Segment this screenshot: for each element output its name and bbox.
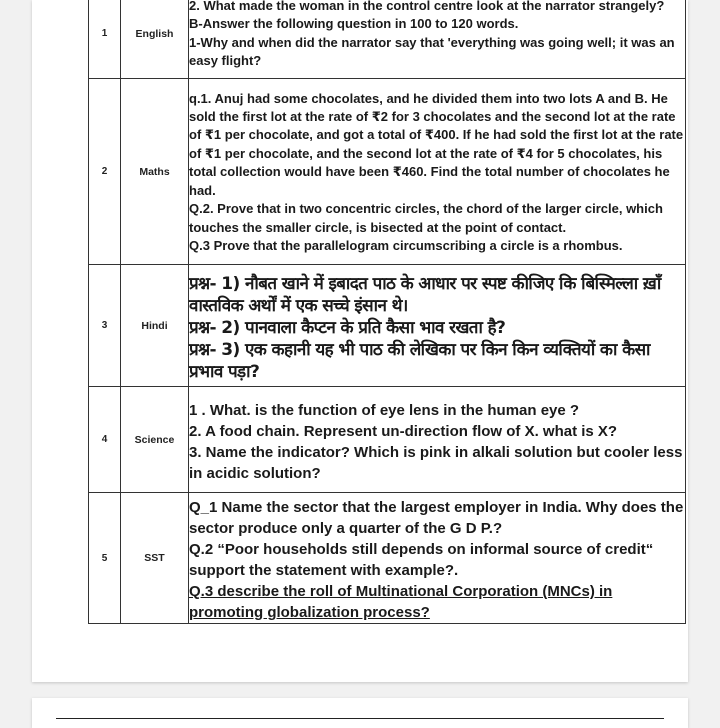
question-text: 2. A food chain. Represent un-direction flow of X. what is X? xyxy=(189,422,618,440)
questions-cell xyxy=(189,387,686,493)
serial-number: 2 xyxy=(89,79,121,265)
subject-name: Science xyxy=(121,387,189,493)
table-row xyxy=(89,265,686,387)
document-page xyxy=(32,0,688,682)
homework-table xyxy=(88,0,686,624)
table-row xyxy=(89,387,686,493)
serial-number: 5 xyxy=(89,493,121,624)
question-text: प्रश्न- 2) पानवाला कैप्टन के प्रति कैसा भाव रखता है? xyxy=(189,317,506,338)
subject-name: Maths xyxy=(121,79,189,265)
question-text: 1-Why and when did the narrator say that 'everything was going well; it was an easy flight? xyxy=(189,34,675,68)
subject-name: Hindi xyxy=(121,265,189,387)
serial-number: 1 xyxy=(89,0,121,79)
question-text: Q.3 describe the roll of Multinational Corporation (MNCs) in promoting globalization process? xyxy=(189,583,613,621)
subject-name: English xyxy=(121,0,189,79)
table-row xyxy=(89,79,686,265)
question-text: Q.2. Prove that in two concentric circles, the chord of the larger circle, which touches the smaller circle, is bisected at the point of contact. xyxy=(189,201,663,235)
page-divider xyxy=(56,718,664,719)
question-text: Q_1 Name the sector that the largest employer in India. Why does the sector produce only a quarter of the G D P.? xyxy=(189,499,684,537)
question-text: B-Answer the following question in 100 to 120 words. xyxy=(189,16,519,31)
question-text: Q.2 “Poor households still depends on informal source of credit“ support the statement with example?. xyxy=(189,541,654,579)
questions-cell xyxy=(189,265,686,387)
question-text: 1 . What. is the function of eye lens in the human eye ? xyxy=(189,401,580,419)
question-text: 3. Name the indicator? Which is pink in alkali solution but cooler less in acidic solution? xyxy=(189,443,683,482)
table-row xyxy=(89,493,686,624)
table-row xyxy=(89,0,686,79)
question-text: 2. What made the woman in the control centre look at the narrator strangely? xyxy=(189,0,665,13)
question-text: प्रश्न- 1) नौबत खाने में इबादत पाठ के आधार पर स्पष्ट कीजिए कि बिस्मिल्ला ख़ाँ वास्तविक अर्थों में एक सच्चे इंसान थे। xyxy=(189,273,661,316)
serial-number: 4 xyxy=(89,387,121,493)
questions-cell xyxy=(189,493,686,624)
next-page xyxy=(32,698,688,728)
questions-cell xyxy=(189,79,686,265)
serial-number: 3 xyxy=(89,265,121,387)
question-text: q.1. Anuj had some chocolates, and he divided them into two lots A and B. He sold the first lot at the rate of ₹2 for 3 chocolates and the second lot at the rate of ₹1 per chocolate, and got a total of ₹400. If he had sold the first lot at the rate of ₹1 per chocolate, and the second lot at the rate of ₹4 for 5 chocolates, his total collection would have been ₹460. Find the total number of chocolates he had. xyxy=(189,90,684,198)
subject-name: SST xyxy=(121,493,189,624)
question-text: Q.3 Prove that the parallelogram circumscribing a circle is a rhombus. xyxy=(189,237,623,253)
questions-cell xyxy=(189,0,686,79)
question-text: प्रश्न- 3) एक कहानी यह भी पाठ की लेखिका पर किन किन व्यक्तियों का कैसा प्रभाव पड़ा? xyxy=(189,339,650,382)
